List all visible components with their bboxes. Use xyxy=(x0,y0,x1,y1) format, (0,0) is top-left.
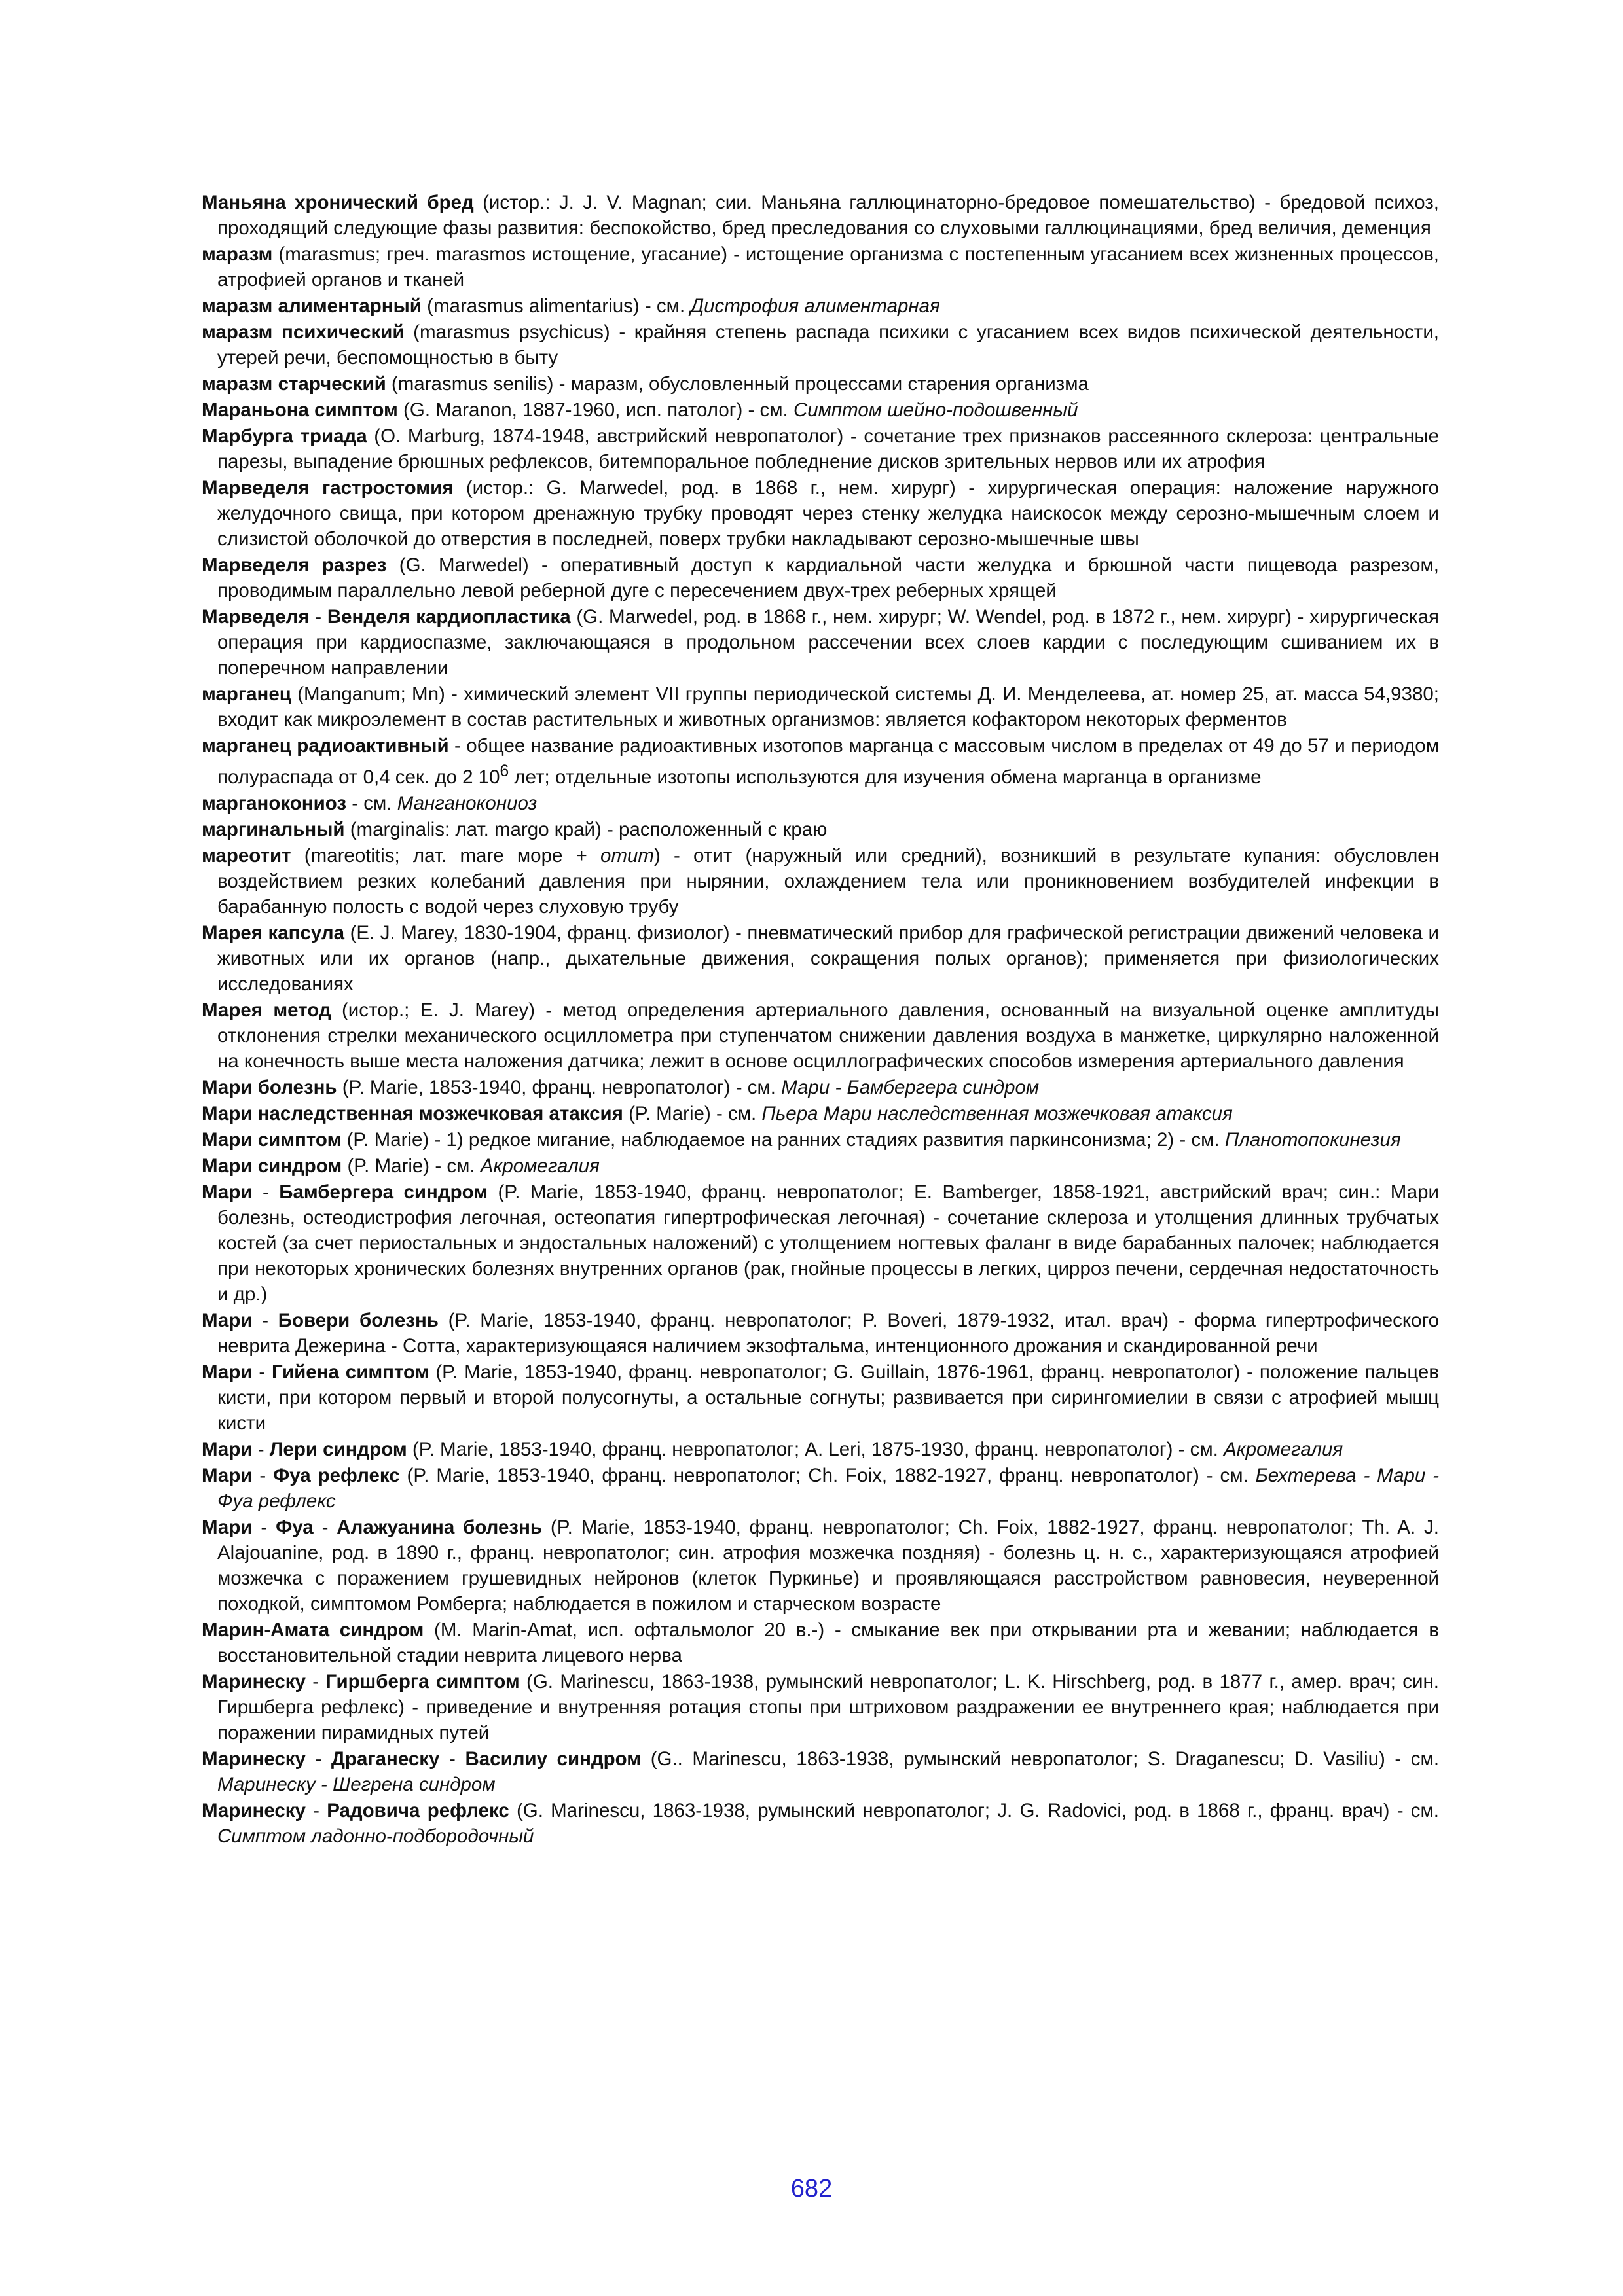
entry-text: (G. Marwedel) - оперативный доступ к кардиальной части желудка и брюшной части пищевода разрезом, проводимым параллельно левой реберной дуге с пересечением двух-трех реберных хрящей xyxy=(217,554,1439,601)
entry-superscript: 6 xyxy=(500,762,509,780)
entry-headword: Мари наследственная мозжечковая атаксия xyxy=(202,1102,623,1124)
entry-text: - общее название радиоактивных изотопов марганца с массовым числом в пределах от 49 до 57 и периодом полураспада от 0,4 сек. до 2 10 xyxy=(217,735,1439,788)
dictionary-entry xyxy=(202,791,1439,816)
entry-headword: Маньяна хронический бред xyxy=(202,192,474,213)
entry-text: (P. Marie, 1853-1940, франц. невропатолог; A. Leri, 1875-1930, франц. невропатолог) - см. xyxy=(407,1438,1224,1460)
entry-headword: Марведеля разрез xyxy=(202,554,387,576)
entry-headword: Венделя кардиопластика xyxy=(327,606,571,628)
entry-text: (G.. Marinescu, 1863-1938, румынский невропатолог; S. Draganescu; D. Vasiliu) - см. xyxy=(641,1748,1440,1770)
dictionary-entry xyxy=(202,371,1439,397)
entry-text: - см. xyxy=(346,792,397,814)
entry-cross-reference: Дистрофия алиментарная xyxy=(690,295,940,317)
entry-headword: Марин-Амата синдром xyxy=(202,1619,424,1641)
entry-headword: маразм психический xyxy=(202,321,405,343)
dictionary-entry xyxy=(202,997,1439,1074)
entry-text: (O. Marburg, 1874-1948, австрийский невропатолог) - сочетание трех признаков рассеянного склероза: центральные парезы, выпадение брюшных рефлексов, битемпоральное побледнение дисков зрительных нервов или их атрофия xyxy=(217,425,1440,473)
entry-text: - xyxy=(252,1516,276,1538)
dictionary-entry xyxy=(202,475,1439,552)
entry-headword: Радовича рефлекс xyxy=(327,1799,509,1821)
dictionary-entry xyxy=(202,190,1439,241)
dictionary-entry xyxy=(202,1798,1439,1849)
entry-text: ) - отит (наружный или средний), возникший в результате купания: обусловлен воздействием резких колебаний давления при нырянии, охлаждением тела или проникновением возбудителей инфекции в барабанную полость с водой через слуховую трубу xyxy=(217,844,1440,918)
entry-cross-reference: Мари - Бамбергера синдром xyxy=(781,1076,1040,1098)
dictionary-entry xyxy=(202,1746,1439,1797)
entry-text: (M. Marin-Amat, исп. офтальмолог 20 в.-) - смыкание век при открывании рта и жевании; наблюдается в восстановительной стадии неврита лицевого нерва xyxy=(217,1619,1439,1666)
entry-headword: Бовери болезнь xyxy=(278,1309,439,1331)
dictionary-entry xyxy=(202,1153,1439,1179)
entry-cross-reference: Акромегалия xyxy=(480,1155,600,1177)
entry-headword: Мари xyxy=(202,1181,253,1203)
entry-text: (P. Marie, 1853-1940, франц. невропатолог) - см. xyxy=(337,1076,782,1098)
entry-text: (Manganum; Mn) - химический элемент VII группы периодической системы Д. И. Менделеева, ат. номер 25, ат. масса 54,9380; входит как микроэлемент в состав растительных и животных организмов: является кофактором некоторых ферментов xyxy=(217,683,1439,730)
entry-headword: Бамбергера синдром xyxy=(279,1181,488,1203)
entry-cross-reference: Маринеску - Шегрена синдром xyxy=(217,1773,496,1795)
entry-text: - xyxy=(252,1181,280,1203)
dictionary-entry xyxy=(202,843,1439,920)
dictionary-entry xyxy=(202,1127,1439,1153)
entry-cross-reference: Пьера Мари наследственная мозжечковая атаксия xyxy=(761,1102,1233,1124)
entry-cross-reference: Симптом шейно-подошвенный xyxy=(793,399,1078,421)
dictionary-entry xyxy=(202,1463,1439,1514)
entry-text: (marasmus senilis) - маразм, обусловленный процессами старения организма xyxy=(386,373,1089,395)
entry-headword: Мари синдром xyxy=(202,1155,342,1177)
entry-text: (P. Marie, 1853-1940, франц. невропатолог; E. Bamberger, 1858-1921, австрийский врач; син.: Мари болезнь, остеодистрофия легочная, остеопатия гипертрофическая легочная) - сочетание склероза и утолщения длинных трубчатых костей (за счет периостальных и эндостальных наложений) с утолщением ногтевых фаланг в виде барабанных палочек; наблюдается при некоторых хронических болезнях внутренних органов (рак, гнойные процессы в легких, цирроз печени, сердечная недостаточность и др.) xyxy=(217,1181,1439,1305)
entry-cross-reference: Симптом ладонно-подбородочный xyxy=(217,1825,534,1847)
entry-text: - xyxy=(439,1748,465,1770)
entry-headword: Мари xyxy=(202,1516,253,1538)
dictionary-entry xyxy=(202,242,1439,293)
entry-headword: Гиршберга симптом xyxy=(325,1670,520,1693)
dictionary-entry xyxy=(202,817,1439,842)
entry-headword: Лери синдром xyxy=(269,1438,407,1460)
entry-headword: марганец радиоактивный xyxy=(202,735,449,757)
entry-text: (E. J. Marey, 1830-1904, франц. физиолог) - пневматический прибор для графической регистрации движений человека и животных или их органов (напр., дыхательные движения, сокращения полых органов); применяется при физиологических исследованиях xyxy=(217,922,1439,995)
page-number: 682 xyxy=(790,2175,833,2202)
entry-text: (marginalis: лат. margo край) - расположенный с краю xyxy=(344,818,828,840)
entry-text: (истор.; E. J. Marey) - метод определения артериального давления, основанный на визуальной оценке амплитуды отклонения стрелки механического осциллометра при ступенчатом снижении давления воздуха в манжетке, циркулярно наложенной на конечность выше места наложения датчика; лежит в основе осциллографических способов измерения артериального давления xyxy=(217,999,1439,1072)
entry-text: (G. Marinescu, 1863-1938, румынский невропатолог; L. K. Hirschberg, род. в 1877 г., амер. врач; син. Гиршберга рефлекс) - приведение и внутренняя ротация стопы при штриховом раздражении ее внутреннего края; наблюдается при поражении пирамидных путей xyxy=(217,1670,1439,1744)
entry-text: (P. Marie, 1853-1940, франц. невропатолог; Ch. Foix, 1882-1927, франц. невропатолог; Th. A. J. Alajouanine, род. в 1890 г., франц. невропатолог; син. атрофия мозжечка поздняя) - болезнь ц. н. с., характеризующаяся атрофией мозжечка с поражением грушевидных нейронов (клеток Пуркинье) и проявляющаяся расстройством равновесия, неуверенной походкой, симптомом Ромберга; наблюдается в пожилом и старческом возрасте xyxy=(217,1516,1439,1615)
entry-headword: Маринеску xyxy=(202,1748,306,1770)
dictionary-entry xyxy=(202,552,1439,603)
entry-text: - xyxy=(305,1799,327,1821)
entry-headword: Мараньона симптом xyxy=(202,399,398,421)
entry-text: (marasmus psychicus) - крайняя степень распада психики с угасанием всех видов психической деятельности, утерей речи, беспомощностью в быту xyxy=(217,321,1439,368)
entry-text: - xyxy=(252,1309,278,1331)
entry-text: (mareotitis; лат. mare море + xyxy=(291,844,601,867)
entry-headword: Мари симптом xyxy=(202,1128,342,1151)
entry-headword: Драганеску xyxy=(331,1748,440,1770)
entry-headword: Мари xyxy=(202,1438,253,1460)
entry-text: (P. Marie) - см. xyxy=(623,1102,762,1124)
entry-headword: Гийена симптом xyxy=(272,1361,429,1383)
entry-text: - xyxy=(309,606,327,628)
entry-text: - xyxy=(313,1516,337,1538)
dictionary-entry xyxy=(202,1515,1439,1617)
entry-headword: Фуа рефлекс xyxy=(273,1464,400,1486)
entry-headword: марганец xyxy=(202,683,291,705)
entry-text: (истор.: J. J. V. Magnan; сии. Маньяна галлюцинаторно-бредовое помешательство) - бредовой психоз, проходящий следующие фазы развития: беспокойство, бред преследования со слуховыми галлюцинациями, бред величия, деменция xyxy=(217,192,1440,239)
dictionary-entry xyxy=(202,733,1439,790)
entry-text: (marasmus; греч. marasmos истощение, угасание) - истощение организма с постепенным угасанием всех жизненных процессов, атрофией органов и тканей xyxy=(217,243,1439,291)
entry-headword: Марея метод xyxy=(202,999,331,1021)
entry-cross-reference: Акромегалия xyxy=(1224,1438,1343,1460)
entry-headword: маразм старческий xyxy=(202,373,386,395)
dictionary-entry xyxy=(202,397,1439,423)
entry-headword: Маринеску xyxy=(202,1799,306,1821)
entry-text: - xyxy=(305,1670,326,1693)
entry-text: (G. Marinescu, 1863-1938, румынский невропатолог; J. G. Radovici, род. в 1868 г., франц. врач) - см. xyxy=(509,1799,1440,1821)
entry-headword: мареотит xyxy=(202,844,291,867)
dictionary-entry xyxy=(202,1179,1439,1307)
entry-text: (истор.: G. Marwedel, род. в 1868 г., нем. хирург) - хирургическая операция: наложение наружного желудочного свища, при котором дренажную трубку проводят через стенку желудка наискосок между серозно-мышечным слоем и слизистой оболочкой до отверстия в последней, поверх трубки накладывают серозно-мышечные швы xyxy=(217,477,1439,550)
entry-text: (P. Marie, 1853-1940, франц. невропатолог; P. Boveri, 1879-1932, итал. врач) - форма гипертрофического неврита Дежерина - Сотта, характеризующаяся наличием экзофтальма, интенционного дрожания и скандированной речи xyxy=(217,1309,1440,1357)
entry-headword: Марбурга триада xyxy=(202,425,367,447)
entry-headword: маргинальный xyxy=(202,818,345,840)
entries-list xyxy=(202,190,1439,1850)
entry-headword: Мари xyxy=(202,1309,253,1331)
entry-headword: Мари xyxy=(202,1361,253,1383)
entry-cross-reference: Бехтерева - Мари - Фуа рефлекс xyxy=(217,1464,1440,1512)
entry-headword: Марведеля гастростомия xyxy=(202,477,454,499)
entry-text: (G. Marwedel, род. в 1868 г., нем. хирург; W. Wendel, род. в 1872 г., нем. хирург) - хирургическая операция при кардиоспазме, заключающаяся в продольном рассечении всех слоев кардии с последующим сшиванием их в поперечном направлении xyxy=(217,606,1439,679)
dictionary-entry xyxy=(202,1669,1439,1746)
dictionary-entry xyxy=(202,604,1439,681)
entry-cross-reference: отит xyxy=(600,844,654,867)
dictionary-entry xyxy=(202,1617,1439,1668)
entry-cross-reference: Планотопокинезия xyxy=(1224,1128,1401,1151)
dictionary-entry xyxy=(202,319,1439,370)
entry-text: - xyxy=(252,1464,274,1486)
entry-text: (P. Marie, 1853-1940, франц. невропатолог; G. Guillain, 1876-1961, франц. невропатолог) - положение пальцев кисти, при котором первый и второй полусогнуты, а остальные согнуты; развивается при сирингомиелии в связи с атрофией мышц кисти xyxy=(217,1361,1439,1434)
entry-headword: Василиу синдром xyxy=(465,1748,642,1770)
entry-text: (G. Maranon, 1887-1960, исп. патолог) - см. xyxy=(397,399,793,421)
dictionary-entry xyxy=(202,1101,1439,1126)
dictionary-entry xyxy=(202,1359,1439,1436)
entry-text: лет; отдельные изотопы используются для изучения обмена марганца в организме xyxy=(509,766,1262,788)
entry-text: (P. Marie) - 1) редкое мигание, наблюдаемое на ранних стадиях развития паркинсонизма; 2) - см. xyxy=(341,1128,1225,1151)
entry-text: (marasmus alimentarius) - см. xyxy=(421,295,691,317)
entry-headword: Мари xyxy=(202,1464,253,1486)
dictionary-entry xyxy=(202,423,1439,475)
entry-text: - xyxy=(252,1361,272,1383)
entry-headword: Фуа xyxy=(276,1516,314,1538)
dictionary-entry xyxy=(202,920,1439,997)
entry-headword: маразм xyxy=(202,243,273,265)
entry-headword: маразм алиментарный xyxy=(202,295,422,317)
entry-text: (P. Marie, 1853-1940, франц. невропатолог; Ch. Foix, 1882-1927, франц. невропатолог) - см. xyxy=(399,1464,1256,1486)
entry-text: (P. Marie) - см. xyxy=(342,1155,481,1177)
entry-headword: Марведеля xyxy=(202,606,310,628)
dictionary-entry xyxy=(202,1437,1439,1462)
dictionary-entry xyxy=(202,1075,1439,1100)
entry-text: - xyxy=(252,1438,270,1460)
entry-cross-reference: Манганокониоз xyxy=(397,792,538,814)
entry-headword: Мари болезнь xyxy=(202,1076,337,1098)
dictionary-entry xyxy=(202,293,1439,319)
dictionary-entry xyxy=(202,681,1439,732)
entry-headword: Марея капсула xyxy=(202,922,345,944)
entry-headword: Маринеску xyxy=(202,1670,306,1693)
dictionary-entry xyxy=(202,1308,1439,1359)
entry-headword: марганокониоз xyxy=(202,792,347,814)
entry-text: - xyxy=(305,1748,331,1770)
entry-headword: Алажуанина болезнь xyxy=(337,1516,543,1538)
